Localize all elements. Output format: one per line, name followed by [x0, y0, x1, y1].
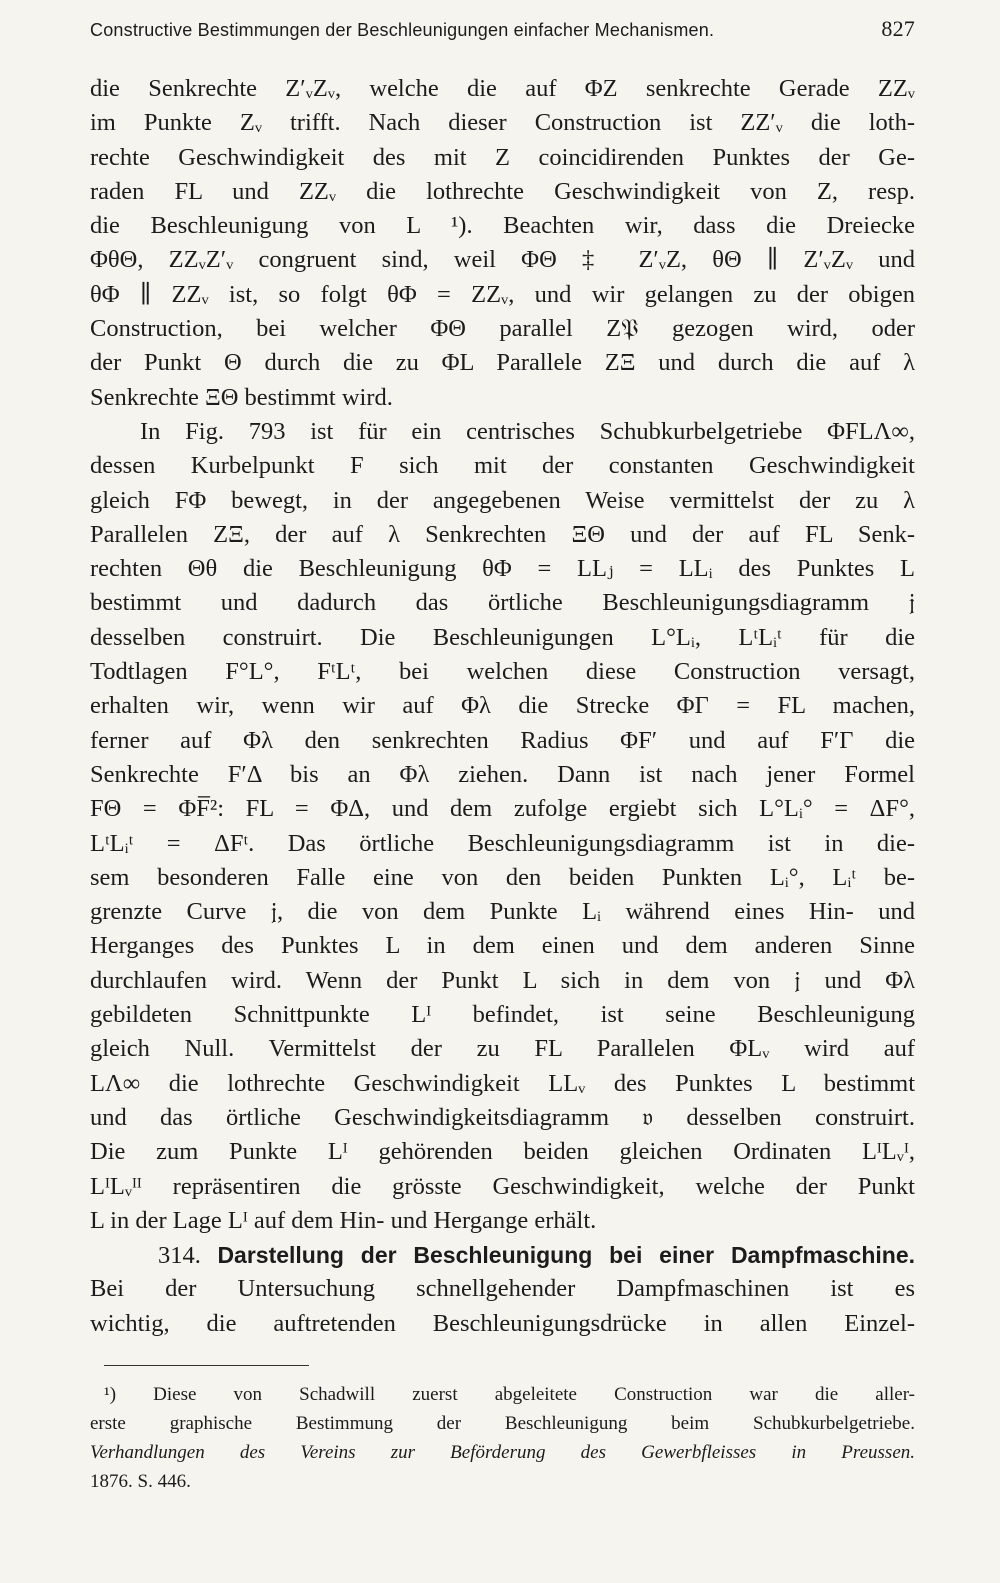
text-line: und das örtliche Geschwindigkeitsdiagramm 𝔳 desselben construirt.	[90, 1103, 915, 1131]
text-line: der Punkt Θ durch die zu ΦL Parallele ZΞ und durch die auf λ	[90, 349, 915, 377]
text-line: Construction, bei welcher ΦΘ parallel Z𝔓 gezogen wird, oder	[90, 315, 915, 343]
text-line: Senkrechte ΞΘ bestimmt wird.	[90, 383, 393, 411]
text-line: gleich FΦ bewegt, in der angegebenen Weise vermittelst der zu λ	[90, 486, 915, 514]
footnote-line: 1876. S. 446.	[90, 1470, 191, 1492]
running-title: Constructive Bestimmungen der Beschleunigungen einfacher Mechanismen.	[90, 20, 715, 40]
text-line: dessen Kurbelpunkt F sich mit der constanten Geschwindigkeit	[90, 452, 915, 480]
text-line: FΘ = ΦF̅²: FL = ΦΔ, und dem zufolge ergiebt sich L°Lᵢ° = ΔF°,	[90, 795, 915, 823]
text-line: ferner auf Φλ den senkrechten Radius ΦF′ und auf F′Γ die	[90, 726, 915, 754]
text-line: erhalten wir, wenn wir auf Φλ die Strecke ΦΓ = FL machen,	[90, 692, 915, 720]
text-line: rechten Θθ die Beschleunigung θΦ = LLⱼ = LLᵢ des Punktes L	[90, 555, 915, 583]
section-title: Darstellung der Beschleunigung bei einer Dampfmaschine.	[217, 1242, 915, 1269]
text-line: durchlaufen wird. Wenn der Punkt L sich in dem von 𝔧 und Φλ	[90, 966, 915, 994]
text-line: LᴵLᵥᴵᴵ repräsentiren die grösste Geschwindigkeit, welche der Punkt	[90, 1172, 915, 1200]
text-line: In Fig. 793 ist für ein centrisches Schubkurbelgetriebe ΦFLΛ∞,	[140, 417, 915, 445]
page-number: 827	[881, 16, 915, 41]
text-line: θΦ ∥ ZZᵥ ist, so folgt θΦ = ZZᵥ, und wir gelangen zu der obigen	[90, 280, 915, 308]
text-line: die Senkrechte Z′ᵥZᵥ, welche die auf ΦZ senkrechte Gerade ZZᵥ	[90, 75, 915, 102]
text-line: im Punkte Zᵥ trifft. Nach dieser Construction ist ZZ′ᵥ die loth-	[90, 109, 915, 137]
footnote-citation: Verhandlungen des Vereins zur Beförderung des Gewerbfleisses in Preussen.	[90, 1441, 915, 1463]
text-line: LᵗLᵢᵗ = ΔFᵗ. Das örtliche Beschleunigungsdiagramm ist in die-	[90, 829, 915, 857]
text-line: wichtig, die auftretenden Beschleunigungsdrücke in allen Einzel-	[90, 1309, 915, 1337]
footnote	[90, 1380, 915, 1496]
text-line: desselben construirt. Die Beschleunigungen L°Lᵢ, LᵗLᵢᵗ für die	[90, 623, 915, 651]
text-line: bestimmt und dadurch das örtliche Beschleunigungsdiagramm 𝔧	[90, 589, 915, 617]
footnote-line: erste graphische Bestimmung der Beschleunigung beim Schubkurbelgetriebe.	[90, 1412, 915, 1434]
text-line: Die zum Punkte Lᴵ gehörenden beiden gleichen Ordinaten LᴵLᵥᴵ,	[90, 1138, 915, 1166]
footnote-line: ¹) Diese von Schadwill zuerst abgeleitete Construction war die aller-	[104, 1383, 915, 1405]
running-header	[90, 8, 915, 50]
text-line: Herganges des Punktes L in dem einen und dem anderen Sinne	[90, 932, 915, 960]
text-line: sem besonderen Falle eine von den beiden Punkten Lᵢ°, Lᵢᵗ be-	[90, 863, 915, 891]
text-line: Bei der Untersuchung schnellgehender Dampfmaschinen ist es	[90, 1275, 915, 1303]
text-line: grenzte Curve 𝔧, die von dem Punkte Lᵢ während eines Hin- und	[90, 898, 915, 926]
section-number: 314.	[158, 1242, 201, 1270]
text-line: Senkrechte F′Δ bis an Φλ ziehen. Dann ist nach jener Formel	[90, 760, 915, 788]
book-page	[90, 8, 915, 1496]
text-line: LΛ∞ die lothrechte Geschwindigkeit LLᵥ des Punktes L bestimmt	[90, 1069, 915, 1097]
text-line: ΦθΘ, ZZᵥZ′ᵥ congruent sind, weil ΦΘ ‡ Z′ᵥZ, θΘ ∥ Z′ᵥZᵥ und	[90, 246, 915, 274]
text-line: gleich Null. Vermittelst der zu FL Parallelen ΦLᵥ wird auf	[90, 1035, 915, 1063]
body-text	[90, 72, 915, 1341]
text-line: rechte Geschwindigkeit des mit Z coincidirenden Punktes der Ge-	[90, 143, 915, 171]
footnote-divider	[104, 1365, 309, 1366]
text-line: gebildeten Schnittpunkte Lᴵ befindet, ist seine Beschleunigung	[90, 1001, 915, 1029]
text-line: Todtlagen F°L°, FᵗLᵗ, bei welchen diese Construction versagt,	[90, 658, 915, 686]
text-line: Parallelen ZΞ, der auf λ Senkrechten ΞΘ und der auf FL Senk-	[90, 520, 915, 548]
section-heading	[90, 1238, 915, 1272]
text-line: raden FL und ZZᵥ die lothrechte Geschwindigkeit von Z, resp.	[90, 177, 915, 205]
text-line: die Beschleunigung von L ¹). Beachten wir, dass die Dreiecke	[90, 212, 915, 240]
text-line: L in der Lage Lᴵ auf dem Hin- und Hergange erhält.	[90, 1206, 597, 1234]
